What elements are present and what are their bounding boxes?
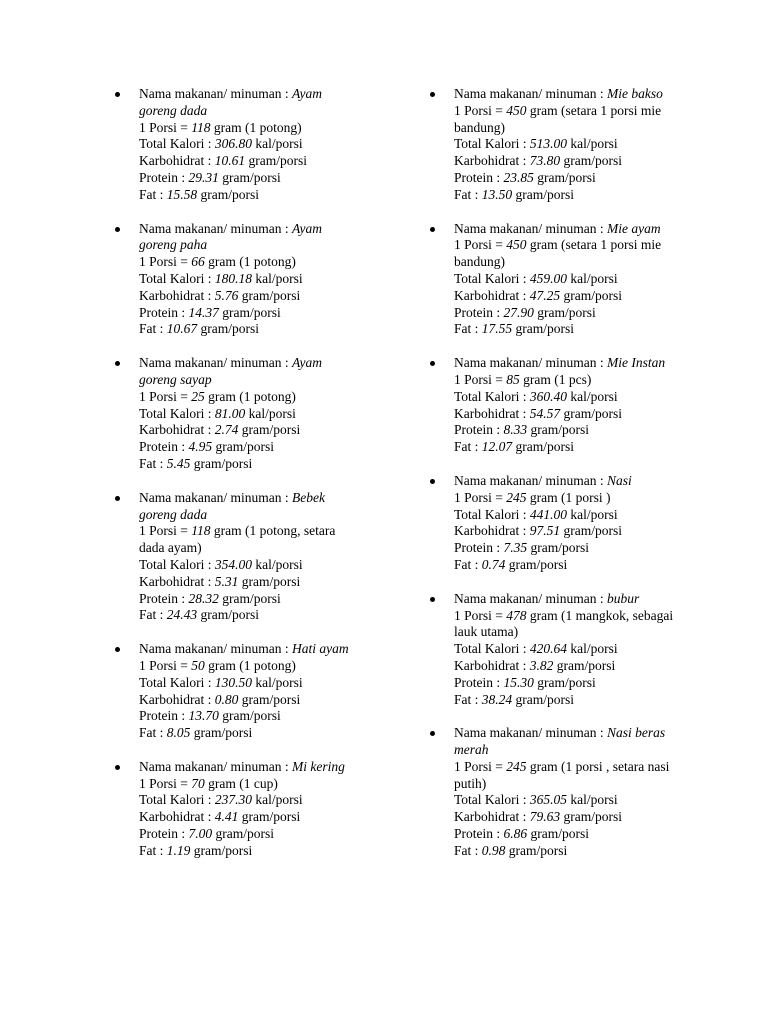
value-portion: 478 bbox=[506, 607, 527, 623]
value-food: Mie Instan bbox=[606, 355, 666, 371]
bullet-icon bbox=[115, 647, 120, 652]
food-name-line: Nama makanan/ minuman : Ayam goreng sayap bbox=[139, 355, 322, 387]
carbs-line: Karbohidrat : 73.80 gram/porsi bbox=[454, 153, 622, 169]
food-name-line: Nama makanan/ minuman : Bebek goreng dada bbox=[139, 489, 325, 522]
value-protein: 28.32 bbox=[188, 590, 219, 606]
value-protein: 13.70 bbox=[188, 708, 219, 724]
value-protein: 7.00 bbox=[188, 826, 213, 842]
food-item bbox=[426, 221, 676, 339]
food-item bbox=[111, 86, 361, 204]
calories-line: Total Kalori : 441.00 kal/porsi bbox=[454, 506, 618, 522]
fat-line: Fat : 17.55 gram/porsi bbox=[454, 321, 575, 337]
calories-line: Total Kalori : 237.30 kal/porsi bbox=[139, 792, 303, 808]
calories-line: Total Kalori : 459.00 kal/porsi bbox=[454, 270, 618, 286]
portion-line: 1 Porsi = 245 gram (1 porsi ) bbox=[454, 489, 611, 505]
value-food: Bebek goreng dada bbox=[139, 489, 325, 522]
value-calories: 441.00 bbox=[529, 506, 568, 522]
carbs-line: Karbohidrat : 3.82 gram/porsi bbox=[454, 657, 616, 673]
bullet-icon bbox=[115, 361, 120, 366]
value-carbs: 47.25 bbox=[529, 287, 561, 303]
fat-line: Fat : 1.19 gram/porsi bbox=[139, 842, 253, 858]
value-carbs: 5.76 bbox=[214, 287, 239, 303]
food-item bbox=[111, 221, 361, 339]
value-portion-note: (setara 1 porsi mie bandung) bbox=[454, 102, 662, 135]
portion-line: 1 Porsi = 118 gram (1 potong, setara dada ayam) bbox=[139, 523, 336, 556]
value-food: Hati ayam bbox=[291, 641, 349, 657]
value-calories: 180.18 bbox=[214, 270, 253, 286]
value-portion-note: (1 mangkok, sebagai lauk utama) bbox=[454, 607, 674, 640]
value-protein: 27.90 bbox=[503, 304, 534, 320]
portion-line: 1 Porsi = 245 gram (1 porsi , setara nasi putih) bbox=[454, 758, 670, 791]
value-fat: 10.67 bbox=[166, 321, 198, 337]
value-calories: 354.00 bbox=[214, 556, 253, 572]
value-carbs: 2.74 bbox=[214, 422, 239, 438]
food-name-line: Nama makanan/ minuman : Ayam goreng dada bbox=[139, 86, 322, 118]
value-portion: 245 bbox=[506, 489, 527, 505]
bullet-icon bbox=[430, 731, 435, 736]
value-food: Mie bakso bbox=[606, 86, 663, 101]
fat-line: Fat : 15.58 gram/porsi bbox=[139, 186, 260, 202]
fat-line: Fat : 13.50 gram/porsi bbox=[454, 186, 575, 202]
carbs-line: Karbohidrat : 97.51 gram/porsi bbox=[454, 523, 622, 539]
portion-line: 1 Porsi = 450 gram (setara 1 porsi mie bandung) bbox=[454, 102, 662, 135]
value-protein: 6.86 bbox=[503, 826, 528, 842]
fat-line: Fat : 0.74 gram/porsi bbox=[454, 556, 568, 572]
protein-line: Protein : 28.32 gram/porsi bbox=[139, 590, 281, 606]
protein-line: Protein : 27.90 gram/porsi bbox=[454, 304, 596, 320]
value-calories: 130.50 bbox=[214, 674, 253, 690]
portion-line: 1 Porsi = 50 gram (1 potong) bbox=[139, 657, 296, 673]
food-name-line: Nama makanan/ minuman : bubur bbox=[454, 590, 640, 606]
value-carbs: 0.80 bbox=[214, 691, 239, 707]
bullet-icon bbox=[430, 227, 435, 232]
value-portion: 25 bbox=[191, 388, 205, 404]
value-calories: 459.00 bbox=[529, 270, 568, 286]
value-calories: 237.30 bbox=[214, 792, 253, 808]
value-portion-note: (1 cup) bbox=[239, 775, 278, 791]
value-portion: 66 bbox=[191, 254, 205, 270]
value-carbs: 73.80 bbox=[529, 153, 561, 169]
bullet-icon bbox=[430, 92, 435, 97]
value-protein: 4.95 bbox=[188, 439, 213, 455]
value-fat: 5.45 bbox=[166, 455, 191, 471]
bullet-icon bbox=[430, 361, 435, 366]
calories-line: Total Kalori : 180.18 kal/porsi bbox=[139, 270, 303, 286]
value-portion-note: (1 potong) bbox=[239, 388, 296, 404]
food-name-line: Nama makanan/ minuman : Mie ayam bbox=[454, 220, 661, 236]
protein-line: Protein : 4.95 gram/porsi bbox=[139, 439, 274, 455]
value-food: bubur bbox=[606, 590, 640, 606]
value-portion: 85 bbox=[506, 371, 520, 387]
carbs-line: Karbohidrat : 4.41 gram/porsi bbox=[139, 809, 301, 825]
value-carbs: 97.51 bbox=[529, 523, 561, 539]
food-name-line: Nama makanan/ minuman : Mi kering bbox=[139, 758, 345, 774]
food-name-line: Nama makanan/ minuman : Nasi bbox=[454, 472, 632, 488]
fat-line: Fat : 38.24 gram/porsi bbox=[454, 691, 575, 707]
carbs-line: Karbohidrat : 47.25 gram/porsi bbox=[454, 287, 622, 303]
value-portion-note: (1 pcs) bbox=[554, 371, 592, 387]
calories-line: Total Kalori : 354.00 kal/porsi bbox=[139, 556, 303, 572]
fat-line: Fat : 0.98 gram/porsi bbox=[454, 842, 568, 858]
calories-line: Total Kalori : 130.50 kal/porsi bbox=[139, 674, 303, 690]
protein-line: Protein : 29.31 gram/porsi bbox=[139, 169, 281, 185]
food-name-line: Nama makanan/ minuman : Nasi beras merah bbox=[454, 725, 666, 758]
value-portion: 50 bbox=[191, 657, 205, 673]
value-portion: 450 bbox=[506, 102, 527, 118]
value-calories: 420.64 bbox=[529, 641, 568, 657]
value-fat: 15.58 bbox=[166, 186, 198, 202]
food-item bbox=[426, 591, 676, 709]
value-portion-note: (1 potong, setara dada ayam) bbox=[139, 523, 336, 556]
value-protein: 8.33 bbox=[503, 422, 528, 438]
value-carbs: 4.41 bbox=[214, 809, 239, 825]
value-portion-note: (1 potong) bbox=[245, 119, 302, 135]
protein-line: Protein : 23.85 gram/porsi bbox=[454, 169, 596, 185]
value-portion-note: (setara 1 porsi mie bandung) bbox=[454, 237, 662, 270]
food-item bbox=[111, 759, 361, 860]
food-name-line: Nama makanan/ minuman : Mie bakso bbox=[454, 86, 663, 101]
protein-line: Protein : 14.37 gram/porsi bbox=[139, 304, 281, 320]
value-portion: 118 bbox=[191, 523, 211, 539]
carbs-line: Karbohidrat : 2.74 gram/porsi bbox=[139, 422, 301, 438]
value-carbs: 54.57 bbox=[529, 405, 561, 421]
value-fat: 12.07 bbox=[481, 439, 513, 455]
value-portion: 70 bbox=[191, 775, 205, 791]
carbs-line: Karbohidrat : 5.31 gram/porsi bbox=[139, 573, 301, 589]
food-list-right bbox=[426, 86, 676, 860]
bullet-icon bbox=[115, 496, 120, 501]
value-carbs: 10.61 bbox=[214, 153, 246, 169]
value-portion: 450 bbox=[506, 237, 527, 253]
value-protein: 15.30 bbox=[503, 674, 534, 690]
calories-line: Total Kalori : 81.00 kal/porsi bbox=[139, 405, 296, 421]
carbs-line: Karbohidrat : 5.76 gram/porsi bbox=[139, 287, 301, 303]
protein-line: Protein : 7.00 gram/porsi bbox=[139, 826, 274, 842]
bullet-icon bbox=[115, 765, 120, 770]
food-item bbox=[111, 355, 361, 473]
food-item bbox=[426, 725, 676, 859]
calories-line: Total Kalori : 360.40 kal/porsi bbox=[454, 388, 618, 404]
calories-line: Total Kalori : 513.00 kal/porsi bbox=[454, 136, 618, 152]
food-item bbox=[426, 355, 676, 456]
value-calories: 513.00 bbox=[529, 136, 568, 152]
value-food: Nasi bbox=[606, 472, 632, 488]
value-calories: 81.00 bbox=[214, 405, 246, 421]
bullet-icon bbox=[430, 597, 435, 602]
carbs-line: Karbohidrat : 54.57 gram/porsi bbox=[454, 405, 622, 421]
value-fat: 13.50 bbox=[481, 186, 513, 202]
protein-line: Protein : 8.33 gram/porsi bbox=[454, 422, 589, 438]
food-name-line: Nama makanan/ minuman : Hati ayam bbox=[139, 641, 349, 657]
value-calories: 306.80 bbox=[214, 136, 253, 152]
value-food: Nasi beras merah bbox=[454, 725, 666, 758]
portion-line: 1 Porsi = 450 gram (setara 1 porsi mie bandung) bbox=[454, 237, 662, 270]
value-protein: 14.37 bbox=[188, 304, 219, 320]
carbs-line: Karbohidrat : 79.63 gram/porsi bbox=[454, 809, 622, 825]
fat-line: Fat : 5.45 gram/porsi bbox=[139, 455, 253, 471]
value-fat: 0.98 bbox=[481, 842, 506, 858]
food-item bbox=[111, 490, 361, 624]
value-protein: 29.31 bbox=[188, 169, 219, 185]
value-carbs: 5.31 bbox=[214, 573, 239, 589]
carbs-line: Karbohidrat : 10.61 gram/porsi bbox=[139, 153, 307, 169]
bullet-icon bbox=[115, 92, 120, 97]
value-protein: 23.85 bbox=[503, 169, 534, 185]
calories-line: Total Kalori : 365.05 kal/porsi bbox=[454, 792, 618, 808]
fat-line: Fat : 10.67 gram/porsi bbox=[139, 321, 260, 337]
value-portion: 118 bbox=[191, 119, 211, 135]
value-carbs: 3.82 bbox=[529, 657, 554, 673]
value-fat: 1.19 bbox=[166, 842, 191, 858]
food-name-line: Nama makanan/ minuman : Mie Instan bbox=[454, 355, 666, 371]
fat-line: Fat : 12.07 gram/porsi bbox=[454, 439, 575, 455]
value-portion-note: (1 potong) bbox=[239, 254, 296, 270]
value-calories: 360.40 bbox=[529, 388, 568, 404]
calories-line: Total Kalori : 420.64 kal/porsi bbox=[454, 641, 618, 657]
value-fat: 0.74 bbox=[481, 556, 506, 572]
calories-line: Total Kalori : 306.80 kal/porsi bbox=[139, 136, 303, 152]
bullet-icon bbox=[430, 479, 435, 484]
food-item bbox=[111, 641, 361, 742]
fat-line: Fat : 24.43 gram/porsi bbox=[139, 607, 260, 623]
value-protein: 7.35 bbox=[503, 540, 528, 556]
food-item bbox=[426, 86, 676, 204]
protein-line: Protein : 7.35 gram/porsi bbox=[454, 540, 589, 556]
carbs-line: Karbohidrat : 0.80 gram/porsi bbox=[139, 691, 301, 707]
value-portion-note: (1 porsi ) bbox=[561, 489, 611, 505]
portion-line: 1 Porsi = 25 gram (1 potong) bbox=[139, 388, 296, 404]
food-item bbox=[426, 473, 676, 574]
value-food: Ayam goreng dada bbox=[139, 86, 322, 118]
value-fat: 8.05 bbox=[166, 725, 191, 741]
portion-line: 1 Porsi = 85 gram (1 pcs) bbox=[454, 371, 592, 387]
bullet-icon bbox=[115, 227, 120, 232]
protein-line: Protein : 15.30 gram/porsi bbox=[454, 674, 596, 690]
food-list-left bbox=[111, 86, 361, 860]
protein-line: Protein : 6.86 gram/porsi bbox=[454, 826, 589, 842]
value-fat: 24.43 bbox=[166, 607, 198, 623]
value-food: Mi kering bbox=[291, 758, 345, 774]
value-carbs: 79.63 bbox=[529, 809, 561, 825]
value-fat: 17.55 bbox=[481, 321, 513, 337]
portion-line: 1 Porsi = 478 gram (1 mangkok, sebagai lauk utama) bbox=[454, 607, 674, 640]
value-portion: 245 bbox=[506, 758, 527, 774]
value-food: Mie ayam bbox=[606, 220, 661, 236]
value-food: Ayam goreng paha bbox=[139, 220, 322, 253]
food-name-line: Nama makanan/ minuman : Ayam goreng paha bbox=[139, 220, 322, 253]
value-portion-note: (1 porsi , setara nasi putih) bbox=[454, 758, 670, 791]
protein-line: Protein : 13.70 gram/porsi bbox=[139, 708, 281, 724]
portion-line: 1 Porsi = 118 gram (1 potong) bbox=[139, 119, 302, 135]
value-food: Ayam goreng sayap bbox=[139, 355, 322, 387]
fat-line: Fat : 8.05 gram/porsi bbox=[139, 725, 253, 741]
value-portion-note: (1 potong) bbox=[239, 657, 296, 673]
portion-line: 1 Porsi = 70 gram (1 cup) bbox=[139, 775, 278, 791]
value-calories: 365.05 bbox=[529, 792, 568, 808]
value-fat: 38.24 bbox=[481, 691, 513, 707]
portion-line: 1 Porsi = 66 gram (1 potong) bbox=[139, 254, 296, 270]
